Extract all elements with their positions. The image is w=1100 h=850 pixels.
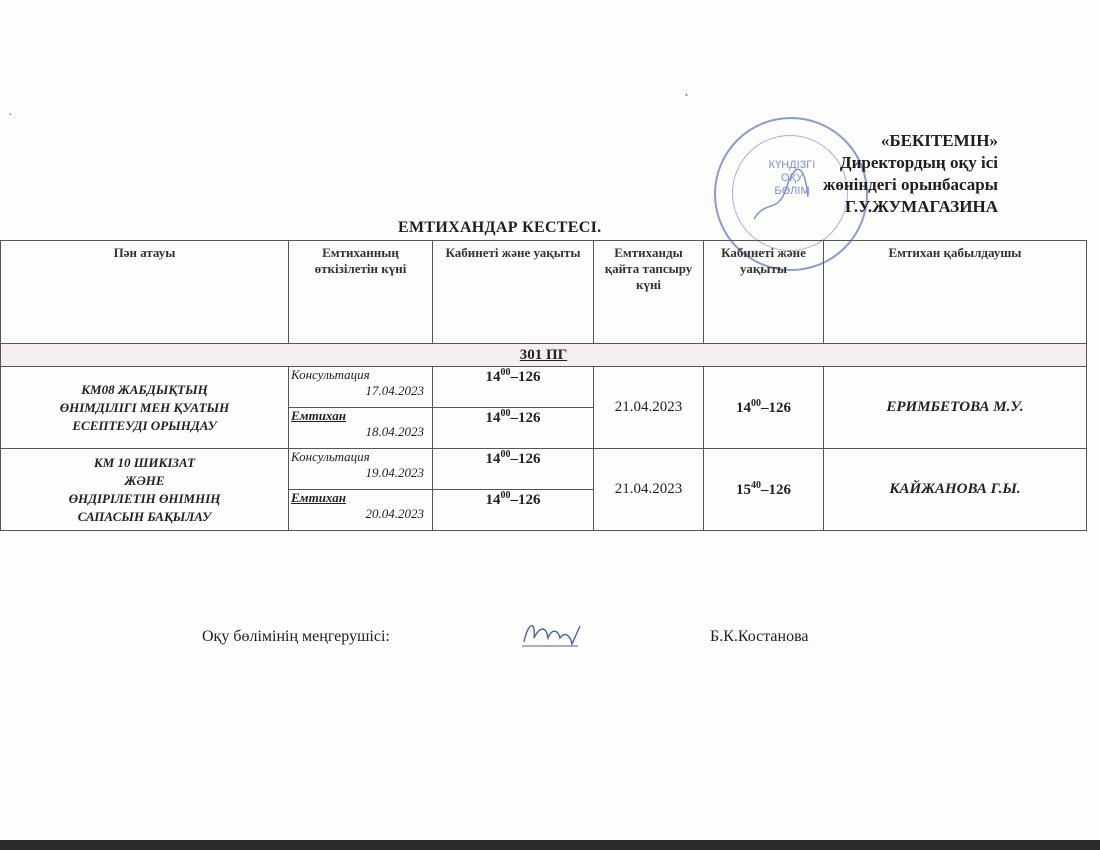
document-title: ЕМТИХАНДАР КЕСТЕСІ. [398, 219, 602, 236]
head-of-department-label: Оқу бөлімінің меңгерушісі: [202, 628, 390, 645]
scan-speck: ¸ [684, 82, 689, 97]
header-exam-date: Емтиханның өткізілетін күні [289, 241, 433, 344]
group-label: 301 ПГ [1, 344, 1087, 367]
consultation-time: $14^{00}-126$ [433, 367, 594, 408]
consultation-cell: Консультация 19.04.2023 [289, 449, 433, 490]
consultation-time: $14^{00}-126$ [433, 449, 594, 490]
table-row [1, 367, 1087, 408]
header-subject: Пән атауы [1, 241, 289, 344]
subject-cell: КМ08 ЖАБДЫҚТЫҢ ӨНІМДІЛІГІ МЕН ҚУАТЫН ЕСЕПТЕУДІ ОРЫНДАУ [1, 367, 289, 449]
table-row [1, 449, 1087, 490]
retake-time: $15^{40}-126$ [704, 449, 824, 531]
header-retake-room-time: Кабинеті және уақыты [704, 241, 824, 344]
examiner-name: КАЙЖАНОВА Г.Ы. [824, 449, 1087, 531]
stamp-center-text: КҮНДІЗГІ ОҚУ БӨЛІМ [768, 159, 816, 197]
header-retake-date: Емтиханды қайта тапсыру күні [594, 241, 704, 344]
exam-cell: Емтихан 18.04.2023 [289, 408, 433, 449]
exam-time: $14^{00}-126$ [433, 490, 594, 531]
approval-block [823, 130, 998, 218]
group-row [1, 344, 1087, 367]
approver-name: Г.У.ЖУМАГАЗИНА [845, 197, 998, 216]
exam-time: $14^{00}-126$ [433, 408, 594, 449]
handwritten-signature [518, 616, 588, 652]
consultation-cell: Консультация 17.04.2023 [289, 367, 433, 408]
exam-schedule-table [0, 240, 1087, 531]
approval-line: жөніндегі орынбасары [823, 175, 998, 194]
approval-line: «БЕКІТЕМІН» [880, 131, 998, 150]
retake-date: 21.04.2023 [594, 449, 704, 531]
scan-speck: · [8, 108, 13, 123]
head-of-department-name: Б.К.Костанова [710, 628, 809, 645]
scan-edge-bar [0, 840, 1100, 850]
examiner-name: ЕРИМБЕТОВА М.У. [824, 367, 1087, 449]
exam-cell: Емтихан 20.04.2023 [289, 490, 433, 531]
retake-date: 21.04.2023 [594, 367, 704, 449]
header-room-time: Кабинеті және уақыты [433, 241, 594, 344]
subject-cell: КМ 10 ШИКІЗАТ ЖӘНЕ ӨНДІРІЛЕТІН ӨНІМНІҢ САПАСЫН БАҚЫЛАУ [1, 449, 289, 531]
approval-line: Директордың оқу ісі [839, 153, 998, 172]
table-header-row [1, 241, 1087, 344]
header-examiner: Емтихан қабылдаушы [824, 241, 1087, 344]
retake-time: $14^{00}-126$ [704, 367, 824, 449]
